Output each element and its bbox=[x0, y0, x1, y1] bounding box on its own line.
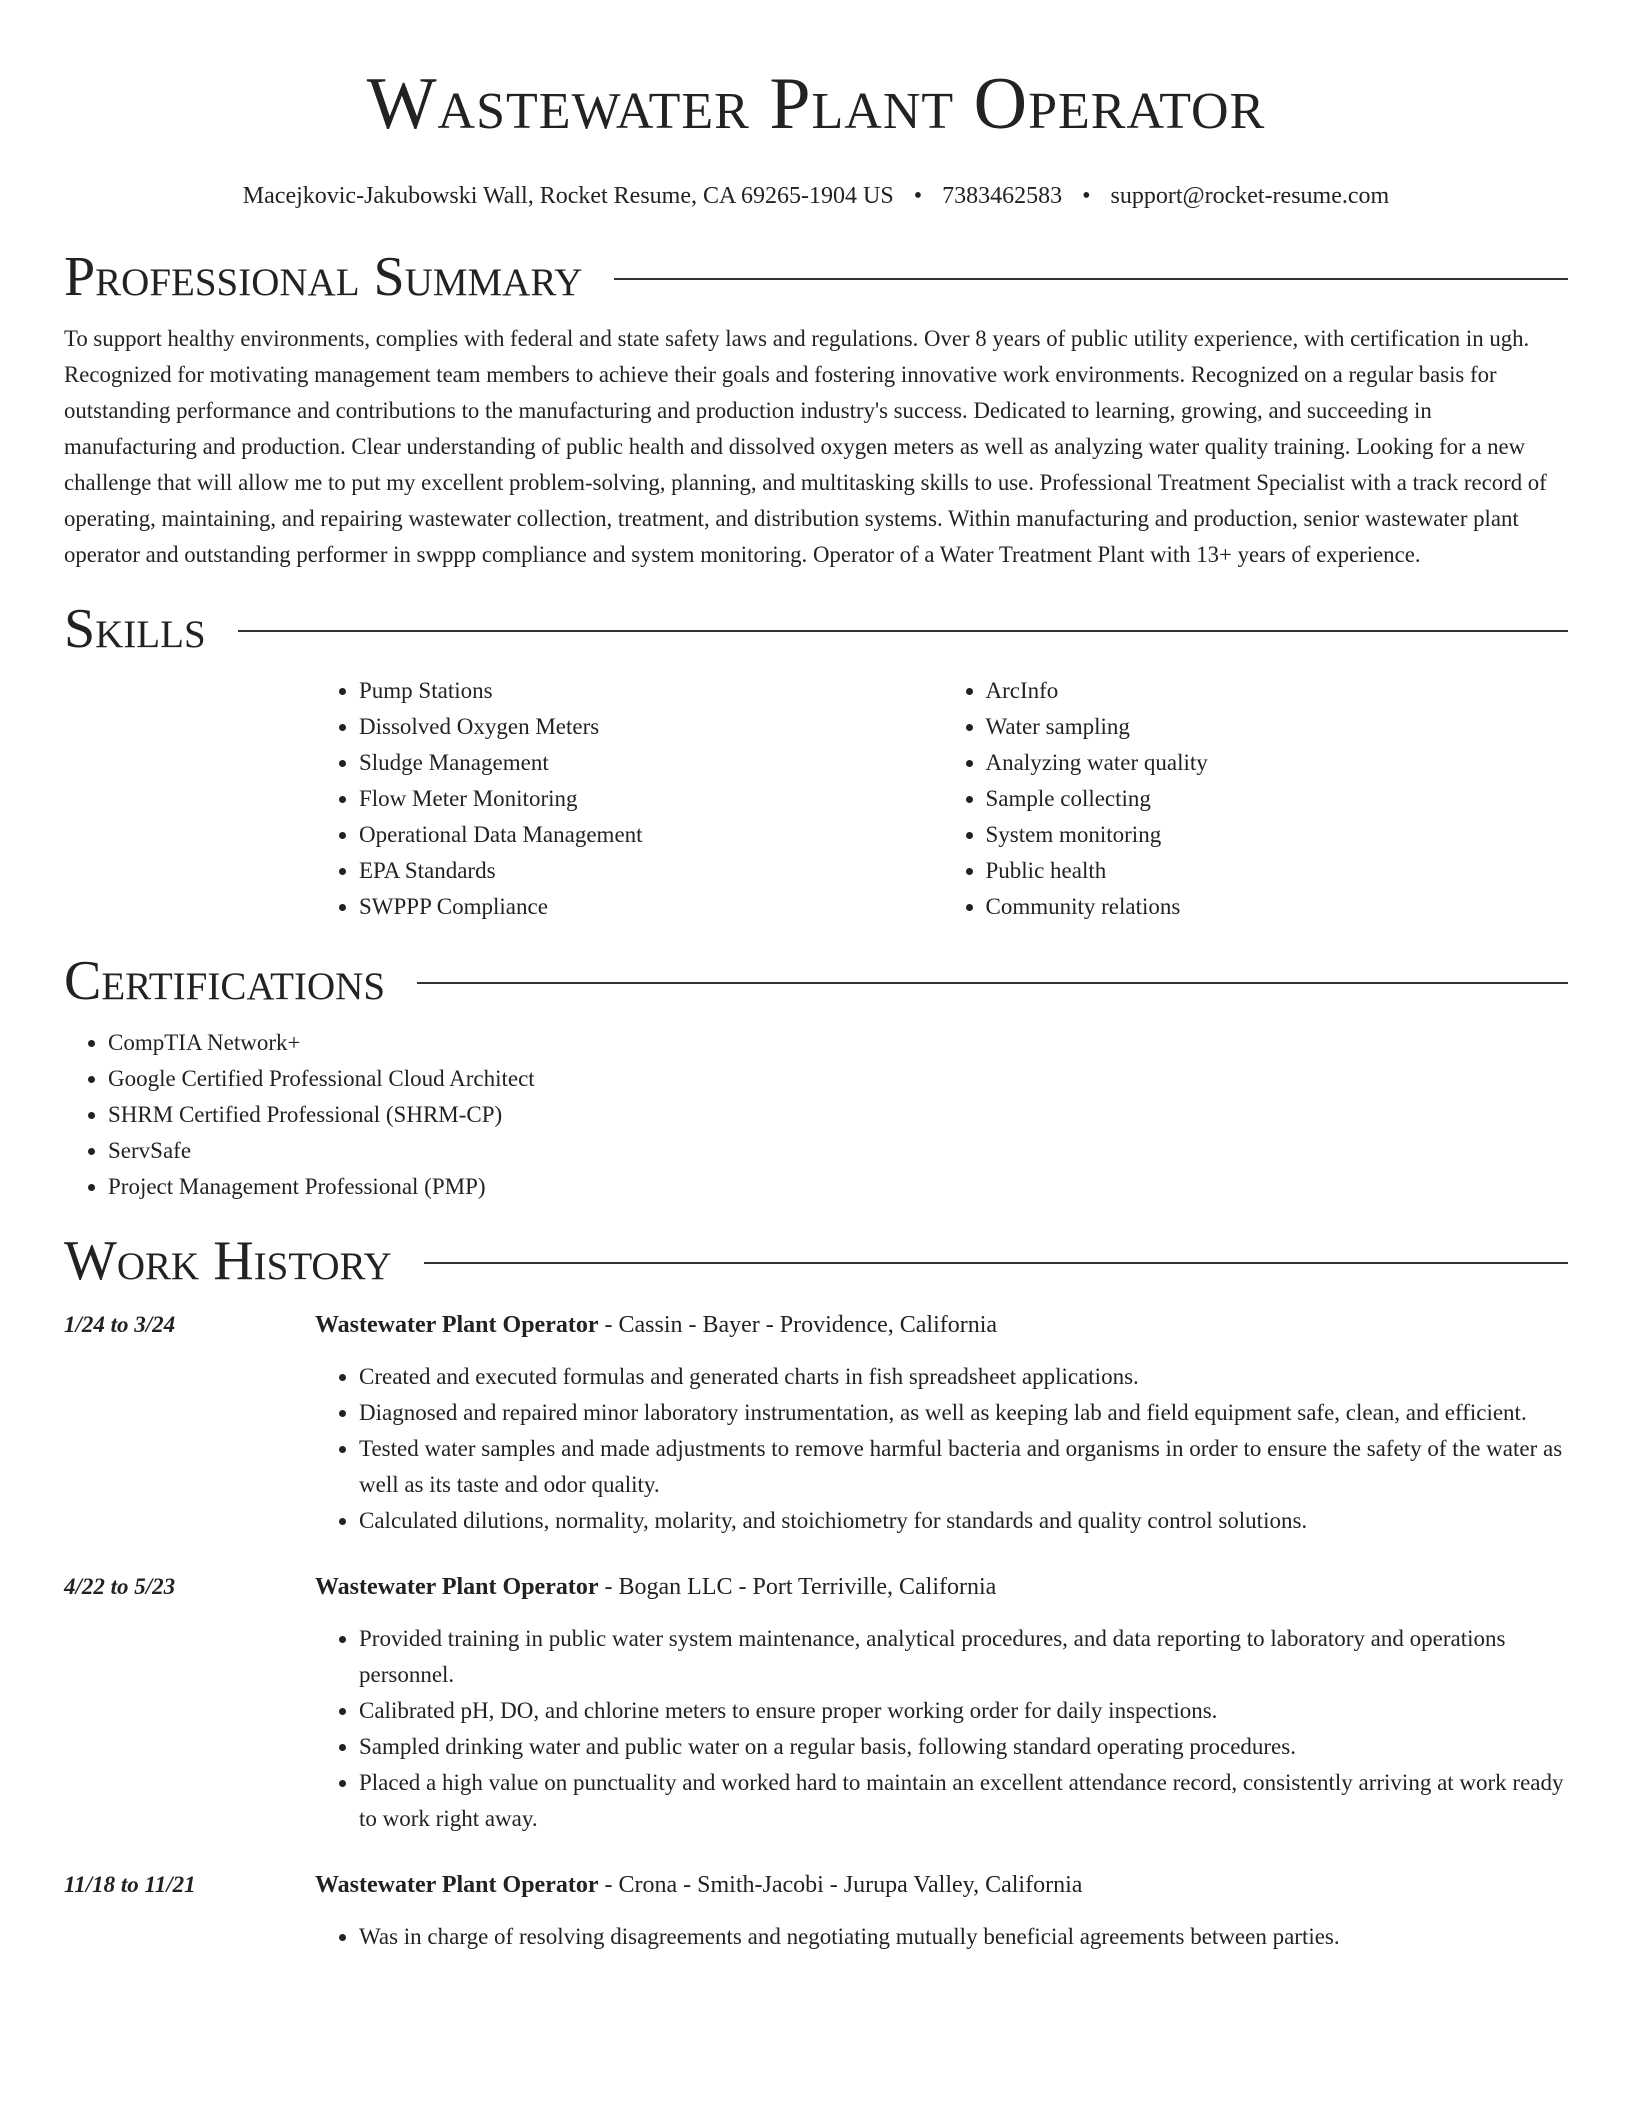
skills-list-right bbox=[942, 673, 1569, 925]
list-item: • Operational Data Management bbox=[359, 817, 942, 853]
page-title: Wastewater Plant Operator bbox=[366, 63, 1266, 145]
skills-list-left bbox=[315, 673, 942, 925]
list-item: • Flow Meter Monitoring bbox=[359, 781, 942, 817]
list-item: • SHRM Certified Professional (SHRM-CP) bbox=[108, 1097, 1568, 1133]
job-body bbox=[315, 1569, 1568, 1837]
skills-section-header bbox=[64, 597, 1568, 661]
separator: • bbox=[913, 183, 923, 209]
summary-section-header bbox=[64, 245, 1568, 309]
list-item: • SWPPP Compliance bbox=[359, 889, 942, 925]
job-dates: 11/18 to 11/21 bbox=[64, 1872, 196, 1897]
list-item: • Sludge Management bbox=[359, 745, 942, 781]
job-title-line bbox=[315, 1307, 1568, 1343]
list-item: • Sample collecting bbox=[986, 781, 1569, 817]
list-item: • ServSafe bbox=[108, 1133, 1568, 1169]
list-item: • Water sampling bbox=[986, 709, 1569, 745]
section-divider bbox=[238, 630, 1568, 632]
job-role: Wastewater Plant Operator bbox=[315, 1872, 599, 1898]
resume-page bbox=[64, 0, 1568, 1955]
work-section-header bbox=[64, 1229, 1568, 1293]
job-bullets bbox=[315, 1359, 1568, 1539]
list-item: • Provided training in public water system maintenance, analytical procedures, and data reporting to laboratory and operations personnel. bbox=[359, 1621, 1568, 1693]
job-entry bbox=[64, 1569, 1568, 1837]
list-item: • Google Certified Professional Cloud Architect bbox=[108, 1061, 1568, 1097]
separator: • bbox=[1082, 183, 1091, 209]
list-item: • Calibrated pH, DO, and chlorine meters to ensure proper working order for daily inspections. bbox=[359, 1693, 1568, 1729]
summary-text: To support healthy environments, complies with federal and state safety laws and regulations. Over 8 years of public utility experience, with certification in ugh. Recognized for motivating management team members to achieve their goals and fostering innovative work environments. Recognized on a regular basis for outstanding performance and contributions to the manufacturing and production industry's success. Dedicated to learning, growing, and succeeding in manufacturing and production. Clear understanding of public health and dissolved oxygen meters as well as analyzing water quality training. Looking for a new challenge that will allow me to put my excellent problem-solving, planning, and multitasking skills to use. Professional Treatment Specialist with a track record of operating, maintaining, and repairing wastewater collection, treatment, and distribution systems. Within manufacturing and production, senior wastewater plant operator and outstanding performer in swppp compliance and system monitoring. Operator of a Water Treatment Plant with 13+ years of experience. bbox=[64, 326, 1547, 567]
job-body bbox=[315, 1867, 1568, 1955]
list-item: • Sampled drinking water and public water on a regular basis, following standard operating procedures. bbox=[359, 1729, 1568, 1765]
job-title-line bbox=[315, 1569, 1568, 1605]
work-heading: Work History bbox=[64, 1230, 392, 1292]
summary-heading: Professional Summary bbox=[64, 246, 583, 308]
job-employer: - Crona - Smith-Jacobi - Jurupa Valley, California bbox=[598, 1872, 1083, 1898]
email-link[interactable]: support@rocket-resume.com bbox=[1110, 183, 1390, 209]
list-item: • CompTIA Network+ bbox=[108, 1025, 1568, 1061]
job-role: Wastewater Plant Operator bbox=[315, 1574, 599, 1600]
contact-line bbox=[64, 180, 1568, 212]
section-divider bbox=[417, 982, 1568, 984]
list-item: • Analyzing water quality bbox=[986, 745, 1569, 781]
list-item: • System monitoring bbox=[986, 817, 1569, 853]
job-role: Wastewater Plant Operator bbox=[315, 1312, 599, 1338]
job-employer: - Bogan LLC - Port Terriville, California bbox=[598, 1574, 997, 1600]
skills-heading: Skills bbox=[64, 598, 206, 660]
job-bullets bbox=[315, 1919, 1568, 1955]
list-item: • Project Management Professional (PMP) bbox=[108, 1169, 1568, 1205]
list-item: • Public health bbox=[986, 853, 1569, 889]
phone: 7383462583 bbox=[942, 183, 1063, 209]
address: Macejkovic-Jakubowski Wall, Rocket Resume, CA 69265-1904 US bbox=[242, 183, 894, 209]
certifications-list bbox=[64, 1025, 1568, 1205]
job-dates: 1/24 to 3/24 bbox=[64, 1312, 176, 1337]
job-entry bbox=[64, 1867, 1568, 1955]
certifications-heading: Certifications bbox=[64, 950, 386, 1012]
job-entry bbox=[64, 1307, 1568, 1539]
list-item: • Calculated dilutions, normality, molarity, and stoichiometry for standards and quality control solutions. bbox=[359, 1503, 1568, 1539]
list-item: • Created and executed formulas and generated charts in fish spreadsheet applications. bbox=[359, 1359, 1568, 1395]
job-dates: 4/22 to 5/23 bbox=[64, 1574, 176, 1599]
list-item: • Placed a high value on punctuality and worked hard to maintain an excellent attendance record, consistently arriving at work ready to work right away. bbox=[359, 1765, 1568, 1837]
list-item: • Community relations bbox=[986, 889, 1569, 925]
list-item: • Was in charge of resolving disagreements and negotiating mutually beneficial agreements between parties. bbox=[359, 1919, 1568, 1955]
certifications-section-header bbox=[64, 949, 1568, 1013]
list-item: • Tested water samples and made adjustments to remove harmful bacteria and organisms in order to ensure the safety of the water as well as its taste and odor quality. bbox=[359, 1431, 1568, 1503]
list-item: • ArcInfo bbox=[986, 673, 1569, 709]
job-employer: - Cassin - Bayer - Providence, California bbox=[598, 1312, 998, 1338]
job-body bbox=[315, 1307, 1568, 1539]
section-divider bbox=[614, 278, 1568, 280]
section-divider bbox=[424, 1262, 1568, 1264]
list-item: • Dissolved Oxygen Meters bbox=[359, 709, 942, 745]
job-title-line bbox=[315, 1867, 1568, 1903]
skills-grid bbox=[315, 673, 1568, 925]
list-item: • EPA Standards bbox=[359, 853, 942, 889]
list-item: • Pump Stations bbox=[359, 673, 942, 709]
job-bullets bbox=[315, 1621, 1568, 1837]
list-item: • Diagnosed and repaired minor laboratory instrumentation, as well as keeping lab and field equipment safe, clean, and efficient. bbox=[359, 1395, 1568, 1431]
